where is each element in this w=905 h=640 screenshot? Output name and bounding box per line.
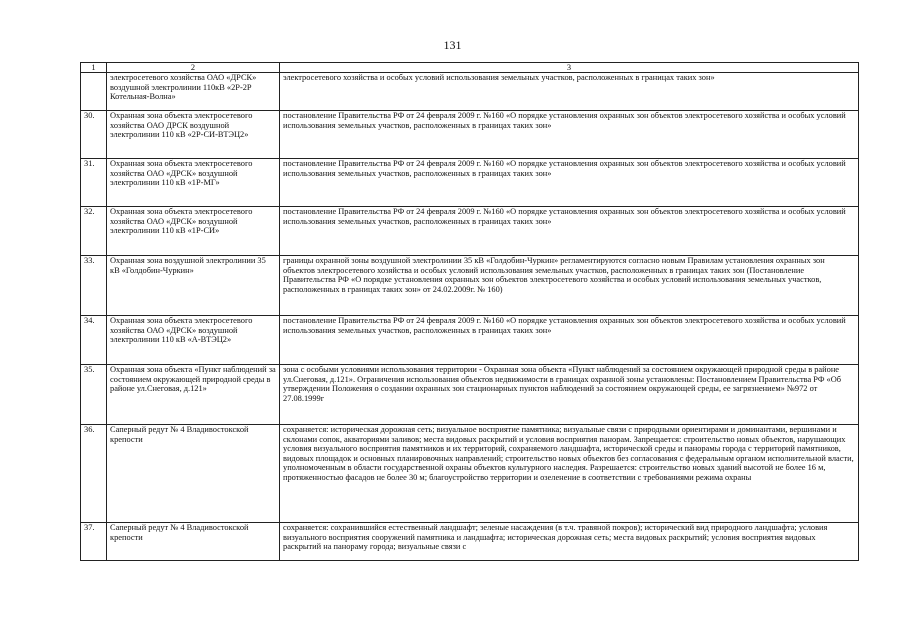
row-description: постановление Правительства РФ от 24 февраля 2009 г. №160 «О порядке установления охранных зон объектов электросетевого хозяйства и особых условий использования земельных участков, расположенных в границах таких зон»	[280, 111, 859, 159]
table-row	[81, 523, 859, 561]
row-description: зона с особыми условиями использования территории - Охранная зона объекта «Пункт наблюдений за состоянием окружающей природной среды в районе ул.Снеговая, д.121». Ограничения использования объектов недвижимости в границах охранной зоны установлены: Постановлением Правительства РФ «Об утверждении Положения о создании охранных зон стационарных пунктов наблюдений за состоянием окружающей среды, ее загрязнением» №972 от 27.08.1999г	[280, 365, 859, 425]
row-object-name: Охранная зона объекта электросетевого хозяйства ОАО ДРСК воздушной электролинии 110 кВ «2Р-СИ-ВТЭЦ2»	[107, 111, 280, 159]
row-description: сохраняется: историческая дорожная сеть; визуальное восприятие памятника; визуальные связи с природными ориентирами и доминантами, вершинами и склонами сопок, акваториями заливов; места видовых раскрытий и условия восприятия панорам. Запрещается: строительство новых объектов, нарушающих условия визуального восприятия памятников и их территорий, сохраняемого ландшафта, исторической среды и панорамы города с территорий памятников, видовых площадок и основных планировочных направлений; строительство новых объектов без согласования с федеральным органом исполнительной власти, уполномоченным в области государственной охраны объектов культурного наследия. Разрешается: строительство новых зданий высотой не более 16 м, протяженностью фасадов не более 30 м; благоустройство территории и озеленение в соответствии с требованиями режима охраны	[280, 425, 859, 523]
row-description: постановление Правительства РФ от 24 февраля 2009 г. №160 «О порядке установления охранных зон объектов электросетевого хозяйства и особых условий использования земельных участков, расположенных в границах таких зон»	[280, 159, 859, 207]
row-object-name: Охранная зона воздушной электролинии 35 кВ «Голдобин-Чуркин»	[107, 256, 280, 316]
row-number: 30.	[81, 111, 107, 159]
header-cell-description: 3	[280, 63, 859, 73]
page-number: 131	[443, 38, 462, 52]
table-row	[81, 207, 859, 256]
row-description: постановление Правительства РФ от 24 февраля 2009 г. №160 «О порядке установления охранных зон объектов электросетевого хозяйства и особых условий использования земельных участков, расположенных в границах таких зон»	[280, 316, 859, 365]
row-number: 31.	[81, 159, 107, 207]
header-cell-number: 1	[81, 63, 107, 73]
row-description: электросетевого хозяйства и особых условий использования земельных участков, расположенных в границах таких зон»	[280, 73, 859, 111]
row-number: 37.	[81, 523, 107, 561]
row-object-name: Охранная зона объекта электросетевого хозяйства ОАО «ДРСК» воздушной электролинии 110 кВ «1Р-МГ»	[107, 159, 280, 207]
table-row	[81, 159, 859, 207]
table-row	[81, 73, 859, 111]
table-row	[81, 316, 859, 365]
row-number: 32.	[81, 207, 107, 256]
document-table	[80, 62, 859, 561]
row-number: 33.	[81, 256, 107, 316]
row-object-name: Охранная зона объекта электросетевого хозяйства ОАО «ДРСК» воздушной электролинии 110 кВ «1Р-СИ»	[107, 207, 280, 256]
row-number	[81, 73, 107, 111]
row-number: 36.	[81, 425, 107, 523]
table-row	[81, 256, 859, 316]
row-object-name: Охранная зона объекта электросетевого хозяйства ОАО «ДРСК» воздушной электролинии 110 кВ «А-ВТЭЦ2»	[107, 316, 280, 365]
table-header-row	[81, 63, 859, 73]
row-number: 34.	[81, 316, 107, 365]
table-row	[81, 365, 859, 425]
row-number: 35.	[81, 365, 107, 425]
row-object-name: Саперный редут № 4 Владивостокской крепости	[107, 425, 280, 523]
row-description: границы охранной зоны воздушной электролинии 35 кВ «Голдобин-Чуркин» регламентируются согласно новым Правилам установления охранных зон объектов электросетевого хозяйства и особых условий использования земельных участков, расположенных в границах таких зон (Постановление Правительства РФ «О порядке установления охранных зон объектов электросетевого хозяйства и особых условий использования земельных участков, расположенных в границах таких зон» от 24.02.2009г. № 160)	[280, 256, 859, 316]
row-description: сохраняется: сохранившийся естественный ландшафт; зеленые насаждения (в т.ч. травяной покров); исторический вид природного ландшафта; условия визуального восприятия сооружений памятника и ландшафта; историческая дорожная сеть; места видовых раскрытий; условия восприятия видовых раскрытий на панораму города; визуальные связи с	[280, 523, 859, 561]
table-row	[81, 425, 859, 523]
row-object-name: электросетевого хозяйства ОАО «ДРСК» воздушной электролинии 110кВ «2Р-2Р Котельная-Волна»	[107, 73, 280, 111]
table-row	[81, 111, 859, 159]
row-object-name: Охранная зона объекта «Пункт наблюдений за состоянием окружающей природной среды в районе ул.Снеговая, д.121»	[107, 365, 280, 425]
row-description: постановление Правительства РФ от 24 февраля 2009 г. №160 «О порядке установления охранных зон объектов электросетевого хозяйства и особых условий использования земельных участков, расположенных в границах таких зон»	[280, 207, 859, 256]
header-cell-name: 2	[107, 63, 280, 73]
row-object-name: Саперный редут № 4 Владивостокской крепости	[107, 523, 280, 561]
